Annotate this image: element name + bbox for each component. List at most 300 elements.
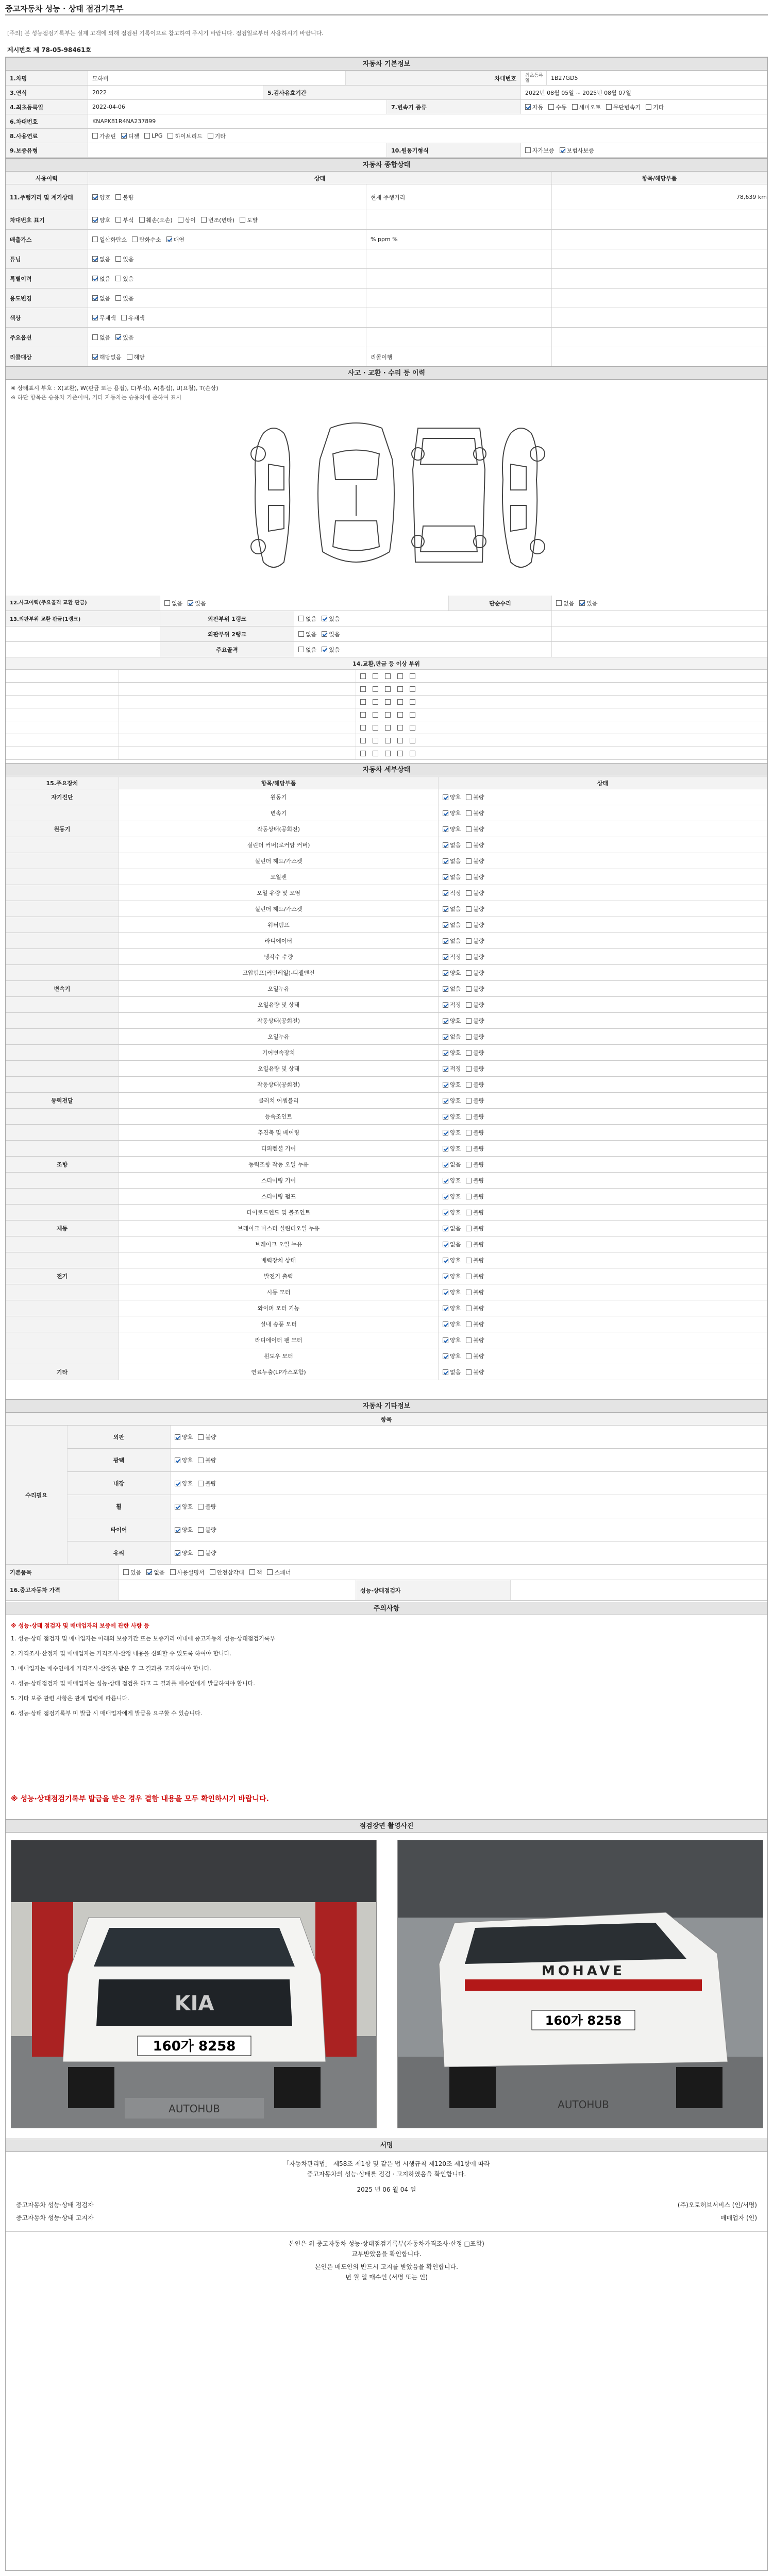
overall-check[interactable]	[201, 216, 234, 224]
damage-check[interactable]	[397, 751, 405, 756]
status-check[interactable]	[466, 969, 484, 977]
damage-check[interactable]	[373, 712, 380, 718]
checkbox[interactable]	[466, 1162, 472, 1167]
damage-check[interactable]	[385, 751, 392, 756]
status-check[interactable]	[443, 969, 461, 977]
status-check[interactable]	[443, 1368, 461, 1376]
checkbox[interactable]	[466, 1274, 472, 1279]
checkbox[interactable]	[385, 686, 391, 692]
status-check[interactable]	[466, 857, 484, 865]
status-check[interactable]	[443, 873, 461, 881]
damage-check[interactable]	[385, 725, 392, 731]
checkbox[interactable]	[443, 1034, 448, 1040]
status-check[interactable]	[443, 857, 461, 865]
checkbox[interactable]	[188, 600, 193, 606]
status-check[interactable]	[466, 1048, 484, 1057]
checkbox[interactable]	[466, 1066, 472, 1072]
status-check[interactable]	[443, 1224, 461, 1232]
damage-check[interactable]	[410, 712, 417, 718]
damage-check[interactable]	[360, 738, 367, 743]
checkbox[interactable]	[466, 1226, 472, 1231]
frame-check[interactable]	[298, 646, 316, 654]
checkbox[interactable]	[410, 712, 415, 718]
basic-item-check[interactable]	[123, 1568, 141, 1577]
status-check[interactable]	[443, 889, 461, 897]
checkbox[interactable]	[92, 236, 98, 242]
checkbox[interactable]	[397, 686, 403, 692]
checkbox[interactable]	[443, 1242, 448, 1247]
checkbox[interactable]	[466, 938, 472, 944]
overall-check[interactable]	[178, 216, 196, 224]
checkbox[interactable]	[443, 826, 448, 832]
checkbox[interactable]	[397, 725, 403, 731]
fuel-check[interactable]	[121, 132, 139, 140]
checkbox[interactable]	[92, 315, 98, 320]
status-check[interactable]	[466, 809, 484, 817]
checkbox[interactable]	[443, 1210, 448, 1215]
checkbox[interactable]	[443, 794, 448, 800]
damage-check[interactable]	[360, 699, 367, 705]
checkbox[interactable]	[548, 104, 554, 110]
checkbox[interactable]	[175, 1458, 180, 1463]
checkbox[interactable]	[115, 276, 121, 281]
overall-check[interactable]	[92, 353, 122, 361]
checkbox[interactable]	[443, 890, 448, 896]
status-check[interactable]	[443, 1320, 461, 1328]
checkbox[interactable]	[397, 751, 403, 756]
checkbox[interactable]	[198, 1504, 204, 1510]
checkbox[interactable]	[466, 954, 472, 960]
status-check[interactable]	[443, 1304, 461, 1312]
checkbox[interactable]	[443, 1226, 448, 1231]
checkbox[interactable]	[466, 1290, 472, 1295]
status-check[interactable]	[466, 1288, 484, 1296]
overall-check[interactable]	[240, 216, 258, 224]
checkbox[interactable]	[373, 738, 378, 743]
checkbox[interactable]	[92, 276, 98, 281]
checkbox[interactable]	[240, 217, 245, 223]
checkbox[interactable]	[146, 1569, 152, 1575]
checkbox[interactable]	[123, 1569, 129, 1575]
checkbox[interactable]	[466, 1114, 472, 1120]
checkbox[interactable]	[560, 147, 565, 153]
checkbox[interactable]	[410, 738, 415, 743]
checkbox[interactable]	[115, 334, 121, 340]
checkbox[interactable]	[466, 794, 472, 800]
overall-check[interactable]	[166, 235, 184, 244]
checkbox[interactable]	[466, 1002, 472, 1008]
checkbox[interactable]	[385, 738, 391, 743]
checkbox[interactable]	[170, 1569, 176, 1575]
status-check[interactable]	[443, 1096, 461, 1105]
checkbox[interactable]	[397, 738, 403, 743]
checkbox[interactable]	[466, 1130, 472, 1136]
status-check[interactable]	[466, 905, 484, 913]
fuel-check[interactable]	[167, 132, 202, 140]
basic-item-check[interactable]	[249, 1568, 262, 1577]
status-check[interactable]	[466, 953, 484, 961]
checkbox[interactable]	[466, 1050, 472, 1056]
checkbox[interactable]	[443, 1369, 448, 1375]
checkbox[interactable]	[410, 699, 415, 705]
overall-check[interactable]	[115, 255, 133, 263]
frame-check[interactable]	[298, 630, 316, 638]
checkbox[interactable]	[443, 1066, 448, 1072]
etc-check[interactable]	[175, 1456, 193, 1464]
checkbox[interactable]	[572, 104, 578, 110]
fuel-check[interactable]	[92, 132, 116, 140]
status-check[interactable]	[466, 889, 484, 897]
checkbox[interactable]	[443, 1146, 448, 1151]
overall-check[interactable]	[92, 216, 110, 224]
damage-check[interactable]	[385, 699, 392, 705]
status-check[interactable]	[466, 1304, 484, 1312]
status-check[interactable]	[443, 1256, 461, 1264]
checkbox[interactable]	[466, 986, 472, 992]
checkbox[interactable]	[92, 354, 98, 360]
status-check[interactable]	[443, 937, 461, 945]
damage-check[interactable]	[410, 738, 417, 743]
transmission-check[interactable]	[548, 103, 566, 111]
checkbox[interactable]	[92, 194, 98, 200]
checkbox[interactable]	[466, 906, 472, 912]
frame-check[interactable]	[322, 646, 340, 654]
status-check[interactable]	[466, 1112, 484, 1121]
checkbox[interactable]	[132, 236, 138, 242]
repair-yes-check[interactable]	[579, 599, 597, 607]
checkbox[interactable]	[443, 1162, 448, 1167]
damage-check[interactable]	[373, 738, 380, 743]
checkbox[interactable]	[410, 751, 415, 756]
checkbox[interactable]	[443, 1002, 448, 1008]
basic-item-check[interactable]	[170, 1568, 205, 1577]
accident-none-check[interactable]	[164, 599, 182, 607]
status-check[interactable]	[466, 825, 484, 833]
checkbox[interactable]	[139, 217, 145, 223]
checkbox[interactable]	[249, 1569, 255, 1575]
checkbox[interactable]	[397, 712, 403, 718]
overall-check[interactable]	[121, 314, 145, 322]
status-check[interactable]	[443, 809, 461, 817]
checkbox[interactable]	[410, 673, 415, 679]
checkbox[interactable]	[115, 295, 121, 301]
checkbox[interactable]	[466, 1353, 472, 1359]
checkbox[interactable]	[92, 334, 98, 340]
status-check[interactable]	[466, 1240, 484, 1248]
checkbox[interactable]	[121, 133, 127, 139]
status-check[interactable]	[443, 1272, 461, 1280]
damage-check[interactable]	[373, 673, 380, 679]
status-check[interactable]	[443, 825, 461, 833]
damage-check[interactable]	[373, 725, 380, 731]
fuel-check[interactable]	[144, 132, 162, 139]
checkbox[interactable]	[322, 647, 327, 652]
checkbox[interactable]	[92, 256, 98, 262]
checkbox[interactable]	[466, 1306, 472, 1311]
damage-check[interactable]	[397, 738, 405, 743]
overall-check[interactable]	[115, 216, 133, 224]
checkbox[interactable]	[443, 1274, 448, 1279]
checkbox[interactable]	[443, 874, 448, 880]
checkbox[interactable]	[410, 725, 415, 731]
status-check[interactable]	[466, 1001, 484, 1009]
etc-check[interactable]	[198, 1549, 216, 1557]
checkbox[interactable]	[443, 970, 448, 976]
checkbox[interactable]	[198, 1550, 204, 1556]
transmission-check[interactable]	[606, 103, 641, 111]
checkbox[interactable]	[360, 751, 366, 756]
status-check[interactable]	[443, 1001, 461, 1009]
checkbox[interactable]	[360, 686, 366, 692]
checkbox[interactable]	[410, 686, 415, 692]
damage-check[interactable]	[410, 673, 417, 679]
overall-check[interactable]	[92, 294, 110, 302]
checkbox[interactable]	[385, 712, 391, 718]
etc-check[interactable]	[175, 1549, 193, 1557]
status-check[interactable]	[443, 1192, 461, 1200]
checkbox[interactable]	[443, 906, 448, 912]
status-check[interactable]	[443, 1240, 461, 1248]
checkbox[interactable]	[175, 1434, 180, 1440]
status-check[interactable]	[466, 921, 484, 929]
status-check[interactable]	[466, 1096, 484, 1105]
checkbox[interactable]	[466, 1034, 472, 1040]
status-check[interactable]	[443, 1288, 461, 1296]
checkbox[interactable]	[443, 922, 448, 928]
checkbox[interactable]	[92, 217, 98, 223]
checkbox[interactable]	[606, 104, 612, 110]
status-check[interactable]	[443, 1160, 461, 1168]
checkbox[interactable]	[92, 295, 98, 301]
checkbox[interactable]	[443, 1130, 448, 1136]
checkbox[interactable]	[466, 1258, 472, 1263]
damage-check[interactable]	[397, 725, 405, 731]
checkbox[interactable]	[443, 1050, 448, 1056]
checkbox[interactable]	[525, 104, 531, 110]
checkbox[interactable]	[175, 1481, 180, 1486]
status-check[interactable]	[443, 1352, 461, 1360]
overall-check[interactable]	[132, 235, 161, 244]
checkbox[interactable]	[466, 1146, 472, 1151]
overall-check[interactable]	[115, 294, 133, 302]
status-check[interactable]	[466, 1336, 484, 1344]
status-check[interactable]	[443, 1064, 461, 1073]
damage-check[interactable]	[410, 699, 417, 705]
status-check[interactable]	[443, 1128, 461, 1137]
status-check[interactable]	[466, 841, 484, 849]
damage-check[interactable]	[410, 725, 417, 731]
checkbox[interactable]	[167, 133, 173, 139]
checkbox[interactable]	[115, 194, 121, 200]
checkbox[interactable]	[360, 712, 366, 718]
status-check[interactable]	[443, 1032, 461, 1041]
damage-check[interactable]	[360, 673, 367, 679]
fuel-check[interactable]	[208, 132, 226, 140]
checkbox[interactable]	[443, 1082, 448, 1088]
checkbox[interactable]	[443, 1353, 448, 1359]
checkbox[interactable]	[466, 1242, 472, 1247]
status-check[interactable]	[466, 1064, 484, 1073]
damage-check[interactable]	[385, 673, 392, 679]
checkbox[interactable]	[466, 1194, 472, 1199]
checkbox[interactable]	[164, 600, 170, 606]
checkbox[interactable]	[443, 1178, 448, 1183]
status-check[interactable]	[443, 1048, 461, 1057]
checkbox[interactable]	[466, 922, 472, 928]
checkbox[interactable]	[466, 1369, 472, 1375]
damage-check[interactable]	[385, 738, 392, 743]
repair-none-check[interactable]	[556, 599, 574, 607]
etc-check[interactable]	[175, 1502, 193, 1511]
checkbox[interactable]	[115, 256, 121, 262]
checkbox[interactable]	[466, 810, 472, 816]
checkbox[interactable]	[166, 236, 172, 242]
checkbox[interactable]	[466, 1210, 472, 1215]
overall-check[interactable]	[115, 333, 133, 342]
basic-item-check[interactable]	[267, 1568, 291, 1577]
checkbox[interactable]	[443, 1337, 448, 1343]
checkbox[interactable]	[525, 147, 531, 153]
checkbox[interactable]	[360, 738, 366, 743]
checkbox[interactable]	[198, 1481, 204, 1486]
checkbox[interactable]	[443, 986, 448, 992]
overall-check[interactable]	[115, 275, 133, 283]
checkbox[interactable]	[443, 1306, 448, 1311]
checkbox[interactable]	[298, 631, 304, 637]
checkbox[interactable]	[466, 1321, 472, 1327]
checkbox[interactable]	[267, 1569, 273, 1575]
status-check[interactable]	[443, 841, 461, 849]
checkbox[interactable]	[443, 1290, 448, 1295]
checkbox[interactable]	[397, 673, 403, 679]
checkbox[interactable]	[556, 600, 562, 606]
status-check[interactable]	[443, 1080, 461, 1089]
transmission-check[interactable]	[572, 103, 601, 111]
overall-check[interactable]	[92, 193, 110, 201]
overall-check[interactable]	[92, 235, 127, 244]
checkbox[interactable]	[466, 1082, 472, 1088]
status-check[interactable]	[443, 1144, 461, 1153]
status-check[interactable]	[443, 905, 461, 913]
warranty-check[interactable]	[525, 146, 554, 155]
status-check[interactable]	[443, 921, 461, 929]
status-check[interactable]	[466, 1144, 484, 1153]
checkbox[interactable]	[121, 315, 127, 320]
damage-check[interactable]	[397, 686, 405, 692]
checkbox[interactable]	[466, 890, 472, 896]
checkbox[interactable]	[466, 874, 472, 880]
status-check[interactable]	[443, 793, 461, 801]
status-check[interactable]	[466, 1176, 484, 1184]
checkbox[interactable]	[397, 699, 403, 705]
checkbox[interactable]	[373, 686, 378, 692]
checkbox[interactable]	[443, 1194, 448, 1199]
checkbox[interactable]	[198, 1527, 204, 1533]
checkbox[interactable]	[443, 938, 448, 944]
damage-check[interactable]	[397, 673, 405, 679]
status-check[interactable]	[443, 1176, 461, 1184]
checkbox[interactable]	[178, 217, 183, 223]
transmission-check[interactable]	[646, 103, 664, 111]
checkbox[interactable]	[175, 1527, 180, 1533]
overall-check[interactable]	[92, 275, 110, 283]
checkbox[interactable]	[443, 842, 448, 848]
checkbox[interactable]	[144, 133, 150, 139]
damage-check[interactable]	[385, 686, 392, 692]
checkbox[interactable]	[360, 725, 366, 731]
checkbox[interactable]	[443, 810, 448, 816]
status-check[interactable]	[466, 1272, 484, 1280]
checkbox[interactable]	[443, 1321, 448, 1327]
status-check[interactable]	[466, 1368, 484, 1376]
etc-check[interactable]	[175, 1479, 193, 1487]
frame-check[interactable]	[322, 615, 340, 623]
overall-check[interactable]	[92, 314, 116, 322]
status-check[interactable]	[466, 1160, 484, 1168]
checkbox[interactable]	[360, 699, 366, 705]
checkbox[interactable]	[646, 104, 651, 110]
checkbox[interactable]	[443, 1258, 448, 1263]
checkbox[interactable]	[175, 1504, 180, 1510]
checkbox[interactable]	[360, 673, 366, 679]
checkbox[interactable]	[127, 354, 132, 360]
overall-check[interactable]	[139, 216, 173, 224]
damage-check[interactable]	[360, 725, 367, 731]
etc-check[interactable]	[198, 1433, 216, 1441]
status-check[interactable]	[466, 1192, 484, 1200]
checkbox[interactable]	[443, 1114, 448, 1120]
status-check[interactable]	[466, 873, 484, 881]
checkbox[interactable]	[198, 1434, 204, 1440]
checkbox[interactable]	[466, 826, 472, 832]
status-check[interactable]	[466, 1352, 484, 1360]
status-check[interactable]	[466, 1080, 484, 1089]
basic-item-check[interactable]	[210, 1568, 244, 1577]
checkbox[interactable]	[443, 858, 448, 864]
status-check[interactable]	[443, 985, 461, 993]
checkbox[interactable]	[198, 1458, 204, 1463]
checkbox[interactable]	[322, 631, 327, 637]
checkbox[interactable]	[385, 751, 391, 756]
status-check[interactable]	[466, 1320, 484, 1328]
checkbox[interactable]	[443, 954, 448, 960]
checkbox[interactable]	[466, 842, 472, 848]
status-check[interactable]	[443, 1208, 461, 1216]
damage-check[interactable]	[397, 712, 405, 718]
checkbox[interactable]	[466, 970, 472, 976]
etc-check[interactable]	[198, 1502, 216, 1511]
damage-check[interactable]	[373, 686, 380, 692]
status-check[interactable]	[466, 793, 484, 801]
transmission-check[interactable]	[525, 103, 543, 111]
checkbox[interactable]	[373, 712, 378, 718]
basic-item-check[interactable]	[146, 1568, 164, 1577]
etc-check[interactable]	[198, 1526, 216, 1534]
status-check[interactable]	[443, 953, 461, 961]
status-check[interactable]	[466, 1224, 484, 1232]
checkbox[interactable]	[208, 133, 213, 139]
etc-check[interactable]	[175, 1526, 193, 1534]
damage-check[interactable]	[410, 751, 417, 756]
overall-check[interactable]	[115, 193, 133, 201]
checkbox[interactable]	[373, 673, 378, 679]
checkbox[interactable]	[466, 858, 472, 864]
status-check[interactable]	[466, 1016, 484, 1025]
warranty-check[interactable]	[560, 146, 594, 155]
damage-check[interactable]	[385, 712, 392, 718]
checkbox[interactable]	[322, 616, 327, 621]
checkbox[interactable]	[466, 1337, 472, 1343]
